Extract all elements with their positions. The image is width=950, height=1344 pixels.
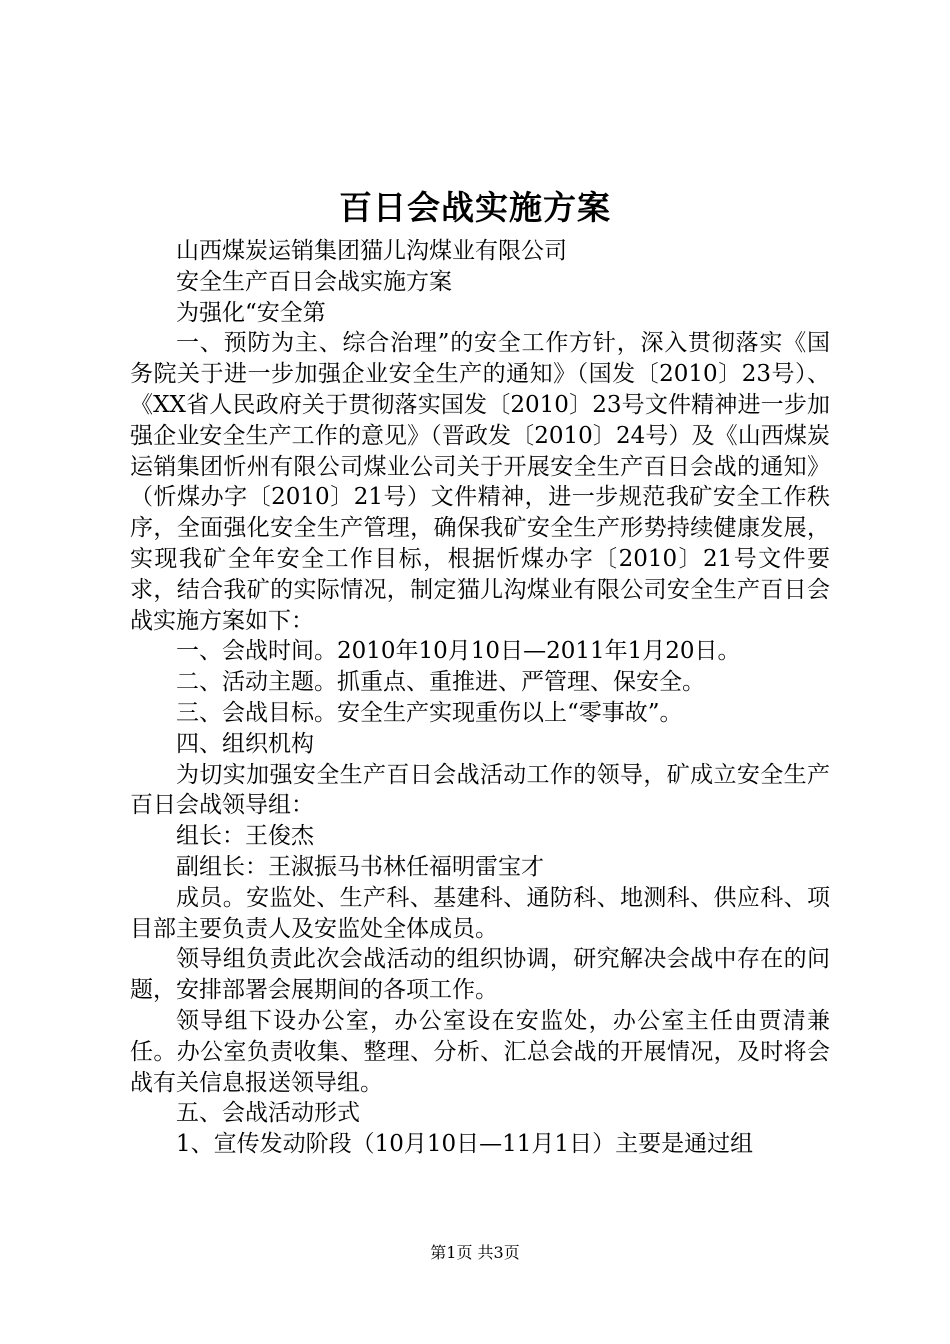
paragraph: 组长：王俊杰	[176, 823, 314, 850]
paragraph: 为强化“安全第	[176, 299, 326, 326]
paragraph: 领导组负责此次会战活动的组织协调，研究解决会战中存在的问题，安排部署会展期间的各项工作。	[130, 946, 830, 1004]
paragraph: 山西煤炭运销集团猫儿沟煤业有限公司	[176, 238, 567, 264]
paragraph: 成员。安监处、生产科、基建科、通防科、地测科、供应科、项目部主要负责人及安监处全体成员。	[130, 884, 830, 942]
paragraph: 四、组织机构	[176, 730, 314, 757]
page-number-footer: 第1页 共3页	[430, 1243, 520, 1262]
paragraph: 五、会战活动形式	[176, 1100, 360, 1127]
paragraph: 一、预防为主、综合治理”的安全工作方针，深入贯彻落实《国务院关于进一步加强企业安全生产的通知》（国发〔2010〕23号）、《XX省人民政府关于贯彻落实国发〔2010〕23号文件精神进一步加强企业安全生产工作的意见》（晋政发〔2010〕24号）及《山西煤炭运销集团忻州有限公司煤业公司关于开展安全生产百日会战的通知》（忻煤办字〔2010〕21号）文件精神，进一步规范我矿安全工作秩序，全面强化安全生产管理，确保我矿安全生产形势持续健康发展，实现我矿全年安全工作目标，根据忻煤办字〔2010〕21号文件要求，结合我矿的实际情况，制定猫儿沟煤业有限公司安全生产百日会战实施方案如下：	[130, 330, 830, 634]
paragraph: 副组长：王淑振马书林任福明雷宝才	[176, 853, 544, 880]
paragraph: 为切实加强安全生产百日会战活动工作的领导，矿成立安全生产百日会战领导组：	[130, 761, 830, 819]
paragraph: 1、宣传发动阶段（10月10日—11月1日）主要是通过组	[176, 1131, 754, 1158]
paragraph: 二、活动主题。抓重点、重推进、严管理、保安全。	[176, 669, 705, 696]
paragraph: 领导组下设办公室，办公室设在安监处，办公室主任由贾清兼任。办公室负责收集、整理、分析、汇总会战的开展情况，及时将会战有关信息报送领导组。	[130, 1007, 830, 1096]
paragraph: 一、会战时间。2010年10月10日—2011年1月20日。	[176, 638, 741, 665]
document-body	[130, 236, 830, 1160]
paragraph: 三、会战目标。安全生产实现重伤以上“零事故”。	[176, 699, 683, 726]
paragraph: 安全生产百日会战实施方案	[176, 268, 452, 295]
document-title: 百日会战实施方案	[339, 188, 611, 227]
